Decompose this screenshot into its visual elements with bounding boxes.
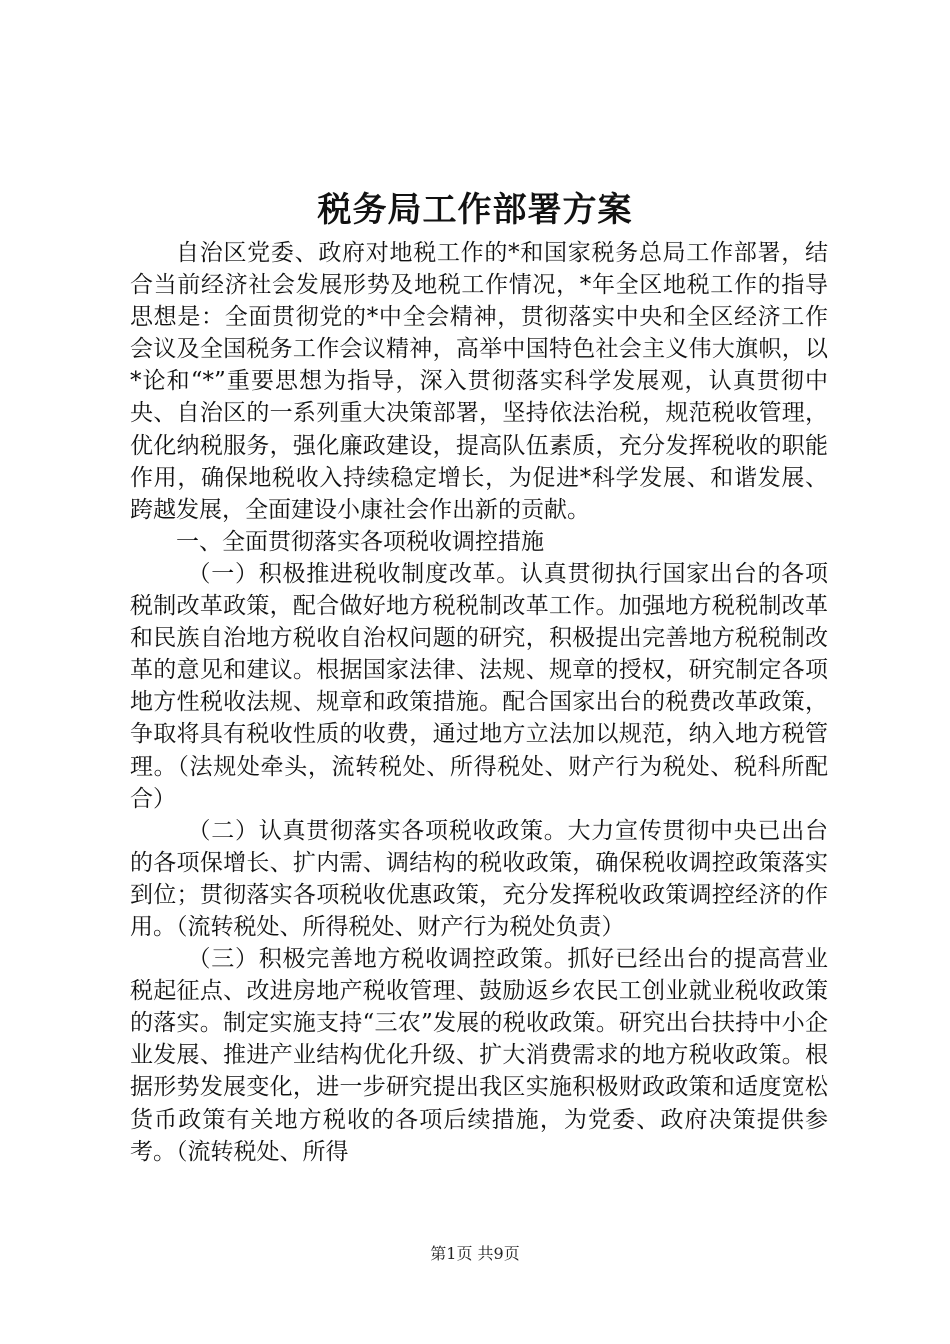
paragraph-item-2: （二）认真贯彻落实各项税收政策。大力宣传贯彻中央已出台的各项保增长、扩内需、调结构的税收政策，确保税收调控政策落实到位；贯彻落实各项税收优惠政策，充分发挥税收政策调控经济的作用。（流转税处、所得税处、财产行为税处负责）: [130, 817, 828, 940]
paragraph-item-3: （三）积极完善地方税收调控政策。抓好已经出台的提高营业税起征点、改进房地产税收管理、鼓励返乡农民工创业就业税收政策的落实。制定实施支持“三农”发展的税收政策。研究出台扶持中小企业发展、推进产业结构优化升级、扩大消费需求的地方税收政策。根据形势发展变化，进一步研究提出我区实施积极财政政策和适度宽松货币政策有关地方税收的各项后续措施，为党委、政府决策提供参考。（流转税处、所得: [130, 946, 828, 1165]
paragraph-intro: 自治区党委、政府对地税工作的*和国家税务总局工作部署，结合当前经济社会发展形势及地税工作情况，*年全区地税工作的指导思想是：全面贯彻党的*中全会精神，贯彻落实中央和全区经济工作会议及全国税务工作会议精神，高举中国特色社会主义伟大旗帜，以*论和“*”重要思想为指导，深入贯彻落实科学发展观，认真贯彻中央、自治区的一系列重大决策部署，坚持依法治税，规范税收管理，优化纳税服务，强化廉政建设，提高队伍素质，充分发挥税收的职能作用，确保地税收入持续稳定增长，为促进*科学发展、和谐发展、跨越发展，全面建设小康社会作出新的贡献。: [130, 240, 828, 523]
paragraph-item-1: （一）积极推进税收制度改革。认真贯彻执行国家出台的各项税制改革政策，配合做好地方税税制改革工作。加强地方税税制改革和民族自治地方税收自治权问题的研究，积极提出完善地方税税制改革的意见和建议。根据国家法律、法规、规章的授权，研究制定各项地方性税收法规、规章和政策措施。配合国家出台的税费改革政策，争取将具有税收性质的收费，通过地方立法加以规范，纳入地方税管理。（法规处牵头，流转税处、所得税处、财产行为税处、税科所配合）: [130, 560, 828, 812]
document-body: [130, 237, 828, 1168]
page-number-footer: 第1页 共9页: [430, 1244, 520, 1263]
document-title: 税务局工作部署方案: [317, 190, 633, 230]
section-heading-1: 一、全面贯彻落实各项税收调控措施: [176, 528, 544, 555]
